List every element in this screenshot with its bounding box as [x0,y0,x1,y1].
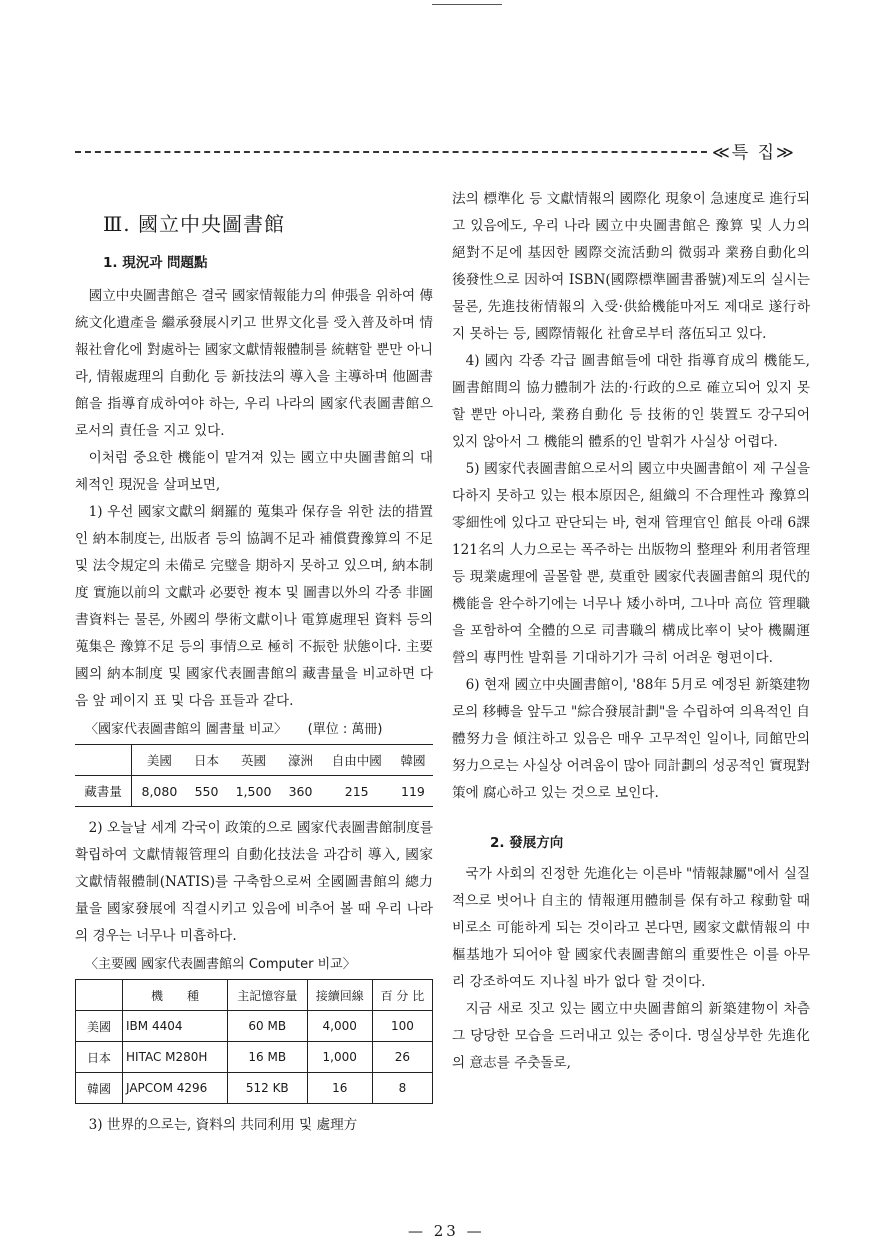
table-header-row [75,745,433,776]
table-header-cell: 接續回線 [307,980,372,1011]
table-cell: 16 MB [227,1042,307,1073]
table-header-cell: 濠洲 [281,745,321,776]
table-cell: 韓國 [76,1073,123,1104]
table-cell: 60 MB [227,1011,307,1042]
table-header-cell: 英國 [227,745,281,776]
table-header-cell [76,980,123,1011]
table1-unit: (單位 : 萬冊) [307,722,383,737]
paragraph: 지금 새로 짓고 있는 國立中央圖書館의 新築建物이 차츰 그 당당한 모습을 드러내고 있는 중이다. 명실상부한 先進化의 意志를 주춧돌로, [452,1001,810,1071]
header-dashed-rule [75,151,707,153]
table-cell: 360 [281,776,321,807]
table-cell: IBM 4404 [123,1011,228,1042]
paragraph: 4) 國內 각종 각급 圖書館들에 대한 指導育成의 機能도, 圖書館間의 協力體制가 法的·行政的으로 確立되어 있지 못할 뿐만 아니라, 業務自動化 등 技術的인 裝置도 강구되어 있지 않아서 그 機能의 體系的인 발휘가 사실상 어렵다. [452,353,810,450]
left-column [75,186,433,1139]
table1-title: 〈國家代表圖書館의 圖書量 비교〉 [85,722,287,737]
table-row [75,776,433,807]
table-header-cell: 韓國 [393,745,433,776]
table-header-cell: 主記憶容量 [227,980,307,1011]
table-cell: 100 [372,1011,432,1042]
table-cell: 1,000 [307,1042,372,1073]
table-cell: 日本 [76,1042,123,1073]
table-row [76,1042,433,1073]
table-cell: 215 [321,776,393,807]
table-cell: 8,080 [132,776,187,807]
table-cell: 119 [393,776,433,807]
table-header-cell: 機 種 [123,980,228,1011]
subheading-development-direction: 2. 發展方向 [490,835,564,851]
table-cell: 8 [372,1073,432,1104]
table-cell: JAPCOM 4296 [123,1073,228,1104]
computer-comparison-table [75,979,433,1104]
table-header-cell: 美國 [132,745,187,776]
paragraph: 2) 오늘날 세계 각국이 政策的으로 國家代表圖書館制度를 확립하여 文獻情報管理의 自動化技法을 과감히 導入, 國家文獻情報體制(NATIS)를 구축함으로써 全國圖書館의 總力量을 國家發展에 직결시키고 있음에 비추어 볼 때 우리 나라의 경우는 너무나 미흡하다. [75,820,433,944]
table-cell: 16 [307,1073,372,1104]
table-header-cell: 日本 [186,745,226,776]
collection-comparison-table [75,744,433,807]
table-cell: HITAC M280H [123,1042,228,1073]
table-cell: 1,500 [227,776,281,807]
paragraph: 이처럼 중요한 機能이 맡겨져 있는 國立中央圖書館의 대체적인 現況을 살펴보면, [75,450,433,493]
paragraph: 3) 世界的으로는, 資料의 共同利用 및 處理方 [88,1117,358,1133]
table-header-cell: 百 分 比 [372,980,432,1011]
table2-title: 〈主要國 國家代表圖書館의 Computer 비교〉 [85,957,356,972]
paragraph: 6) 현재 國立中央圖書館이, '88年 5月로 예정된 新築建物로의 移轉을 앞두고 "綜合發展計劃"을 수립하여 의욕적인 自體努力을 傾注하고 있음은 매우 고무적인 일이나, 同館만의 努力으로는 사실상 어려움이 많아 同計劃의 성공적인 實現對策에 腐心하고 있는 것으로 보인다. [452,677,810,801]
table-header-row [76,980,433,1011]
right-column [452,186,810,1077]
top-rule [432,4,502,5]
table-row [76,1073,433,1104]
table-header-cell: 自由中國 [321,745,393,776]
table-cell: 26 [372,1042,432,1073]
paragraph: 5) 國家代表圖書館으로서의 國立中央圖書館이 제 구실을 다하지 못하고 있는 根本原因은, 組織의 不合理性과 豫算의 零細性에 있다고 판단되는 바, 현재 管理官인 館長 아래 6課 121名의 人力으로는 폭주하는 出版物의 整理와 利用者管理 등 現業處理에 골몰할 뿐, 莫重한 國家代表圖書館의 現代的 機能을 완수하기에는 너무나 矮小하며, 그나마 高位 管理職을 포함하여 全體的으로 司書職의 構成比率이 낮아 機關運營의 專門性 발휘를 기대하기가 극히 어려운 형편이다. [452,461,810,666]
table-cell: 美國 [76,1011,123,1042]
paragraph: 1) 우선 國家文獻의 網羅的 蒐集과 保存을 위한 法的措置인 納本制度는, 出版者 등의 協調不足과 補償費豫算의 不足 및 法令規定의 未備로 完璧을 期하지 못하고 있으며, 納本制度 實施以前의 文獻과 必要한 複本 및 圖書以外의 각종 非圖書資料는 물론, 外國의 學術文獻이나 電算處理된 資料 등의 蒐集은 豫算不足 등의 事情으로 極히 不振한 狀態이다. 主要國의 納本制度 및 國家代表圖書館의 藏書量을 비교하면 다음 앞 페이지 표 및 다음 표들과 같다. [75,504,433,709]
chapter-heading: Ⅲ. 國立中央圖書館 [103,212,286,236]
table-cell: 550 [186,776,226,807]
paragraph: 法의 標準化 등 文獻情報의 國際化 現象이 急速度로 進行되고 있음에도, 우리 나라 國立中央圖書館은 豫算 및 人力의 絕對不足에 基因한 國際交流活動의 微弱과 業務自動化의 後發性으로 因하여 ISBN(國際標準圖書番號)제도의 실시는 물론, 先進技術情報의 入受·供給機能마저도 제대로 遂行하지 못하는 등, 國際情報化 社會로부터 落伍되고 있다. [452,191,810,342]
table-header-cell [75,745,132,776]
table-cell: 藏書量 [75,776,132,807]
table-row [76,1011,433,1042]
table-cell: 512 KB [227,1073,307,1104]
table-caption [85,718,433,742]
page-number: — 23 — [408,1222,485,1240]
paragraph: 國立中央圖書館은 결국 國家情報能力의 伸張을 위하여 傳統文化遺產을 繼承發展시키고 世界文化를 受入普及하며 情報社會化에 對處하는 國家文獻情報體制를 統轄할 뿐만 아니라, 情報處理의 自動化 등 新技法의 導入을 主導하며 他圖書館을 指導育成하여야 하는, 우리 나라의 國家代表圖書館으로서의 責任을 지고 있다. [75,288,433,439]
subheading-current-status: 1. 現況과 問題點 [103,255,208,271]
section-label: ≪특 집≫ [712,143,796,163]
table-cell: 4,000 [307,1011,372,1042]
paragraph: 국가 사회의 진정한 先進化는 이른바 "情報隷屬"에서 실질적으로 벗어나 自主的 情報運用體制를 保有하고 稼動할 때 비로소 可能하게 되는 것이라고 본다면, 國家文獻情報의 中樞基地가 되어야 할 國家代表圖書館의 重要性은 이를 아무리 강조하여도 지나칠 바가 없다 할 것이다. [452,866,810,990]
